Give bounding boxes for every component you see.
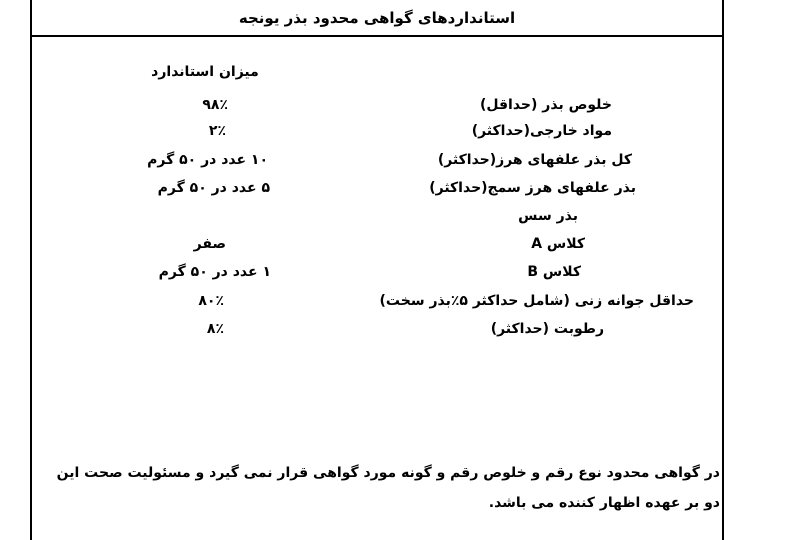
table-row — [0, 92, 800, 118]
table-row — [0, 147, 800, 173]
table-row — [0, 259, 800, 285]
row-label: حداقل جوانه زنی (شامل حداکثر ۵٪بذر سخت) — [379, 293, 694, 309]
row-value: ۱۰ عدد در ۵۰ گرم — [147, 152, 268, 168]
standard-value-header: میزان استاندارد — [151, 64, 259, 80]
row-label: کلاس A — [531, 236, 585, 252]
row-value: ۵ عدد در ۵۰ گرم — [157, 180, 270, 196]
table-row — [0, 316, 800, 342]
row-value: ۸٪ — [206, 321, 224, 337]
footnote: در گواهی محدود نوع رقم و خلوص رقم و گونه مورد گواهی قرار نمی گیرد و مسئولیت صحت این دو بر عهده اظهار کننده می باشد. — [56, 465, 720, 511]
row-value: صفر — [193, 236, 226, 252]
table-row — [0, 288, 800, 314]
row-value: ۲٪ — [208, 123, 226, 139]
row-value: ۱ عدد در ۵۰ گرم — [158, 264, 271, 280]
row-label: کل بذر علفهای هرز(حداکثر) — [437, 152, 632, 168]
table-row — [0, 203, 800, 229]
row-value: ۹۸٪ — [202, 97, 228, 113]
document-title: استانداردهای گواهی محدود بذر یونجه — [30, 0, 724, 37]
row-label: بذر سس — [518, 208, 578, 224]
table-row — [0, 231, 800, 257]
row-label: بذر علفهای هرز سمج(حداکثر) — [429, 180, 636, 196]
table-row — [0, 175, 800, 201]
row-label: مواد خارجی(حداکثر) — [471, 123, 612, 139]
table-row — [0, 118, 800, 144]
row-label: رطوبت (حداکثر) — [490, 321, 604, 337]
row-value: ۸۰٪ — [198, 293, 224, 309]
row-label: خلوص بذر (حداقل) — [479, 97, 612, 113]
row-label: کلاس B — [527, 264, 581, 280]
